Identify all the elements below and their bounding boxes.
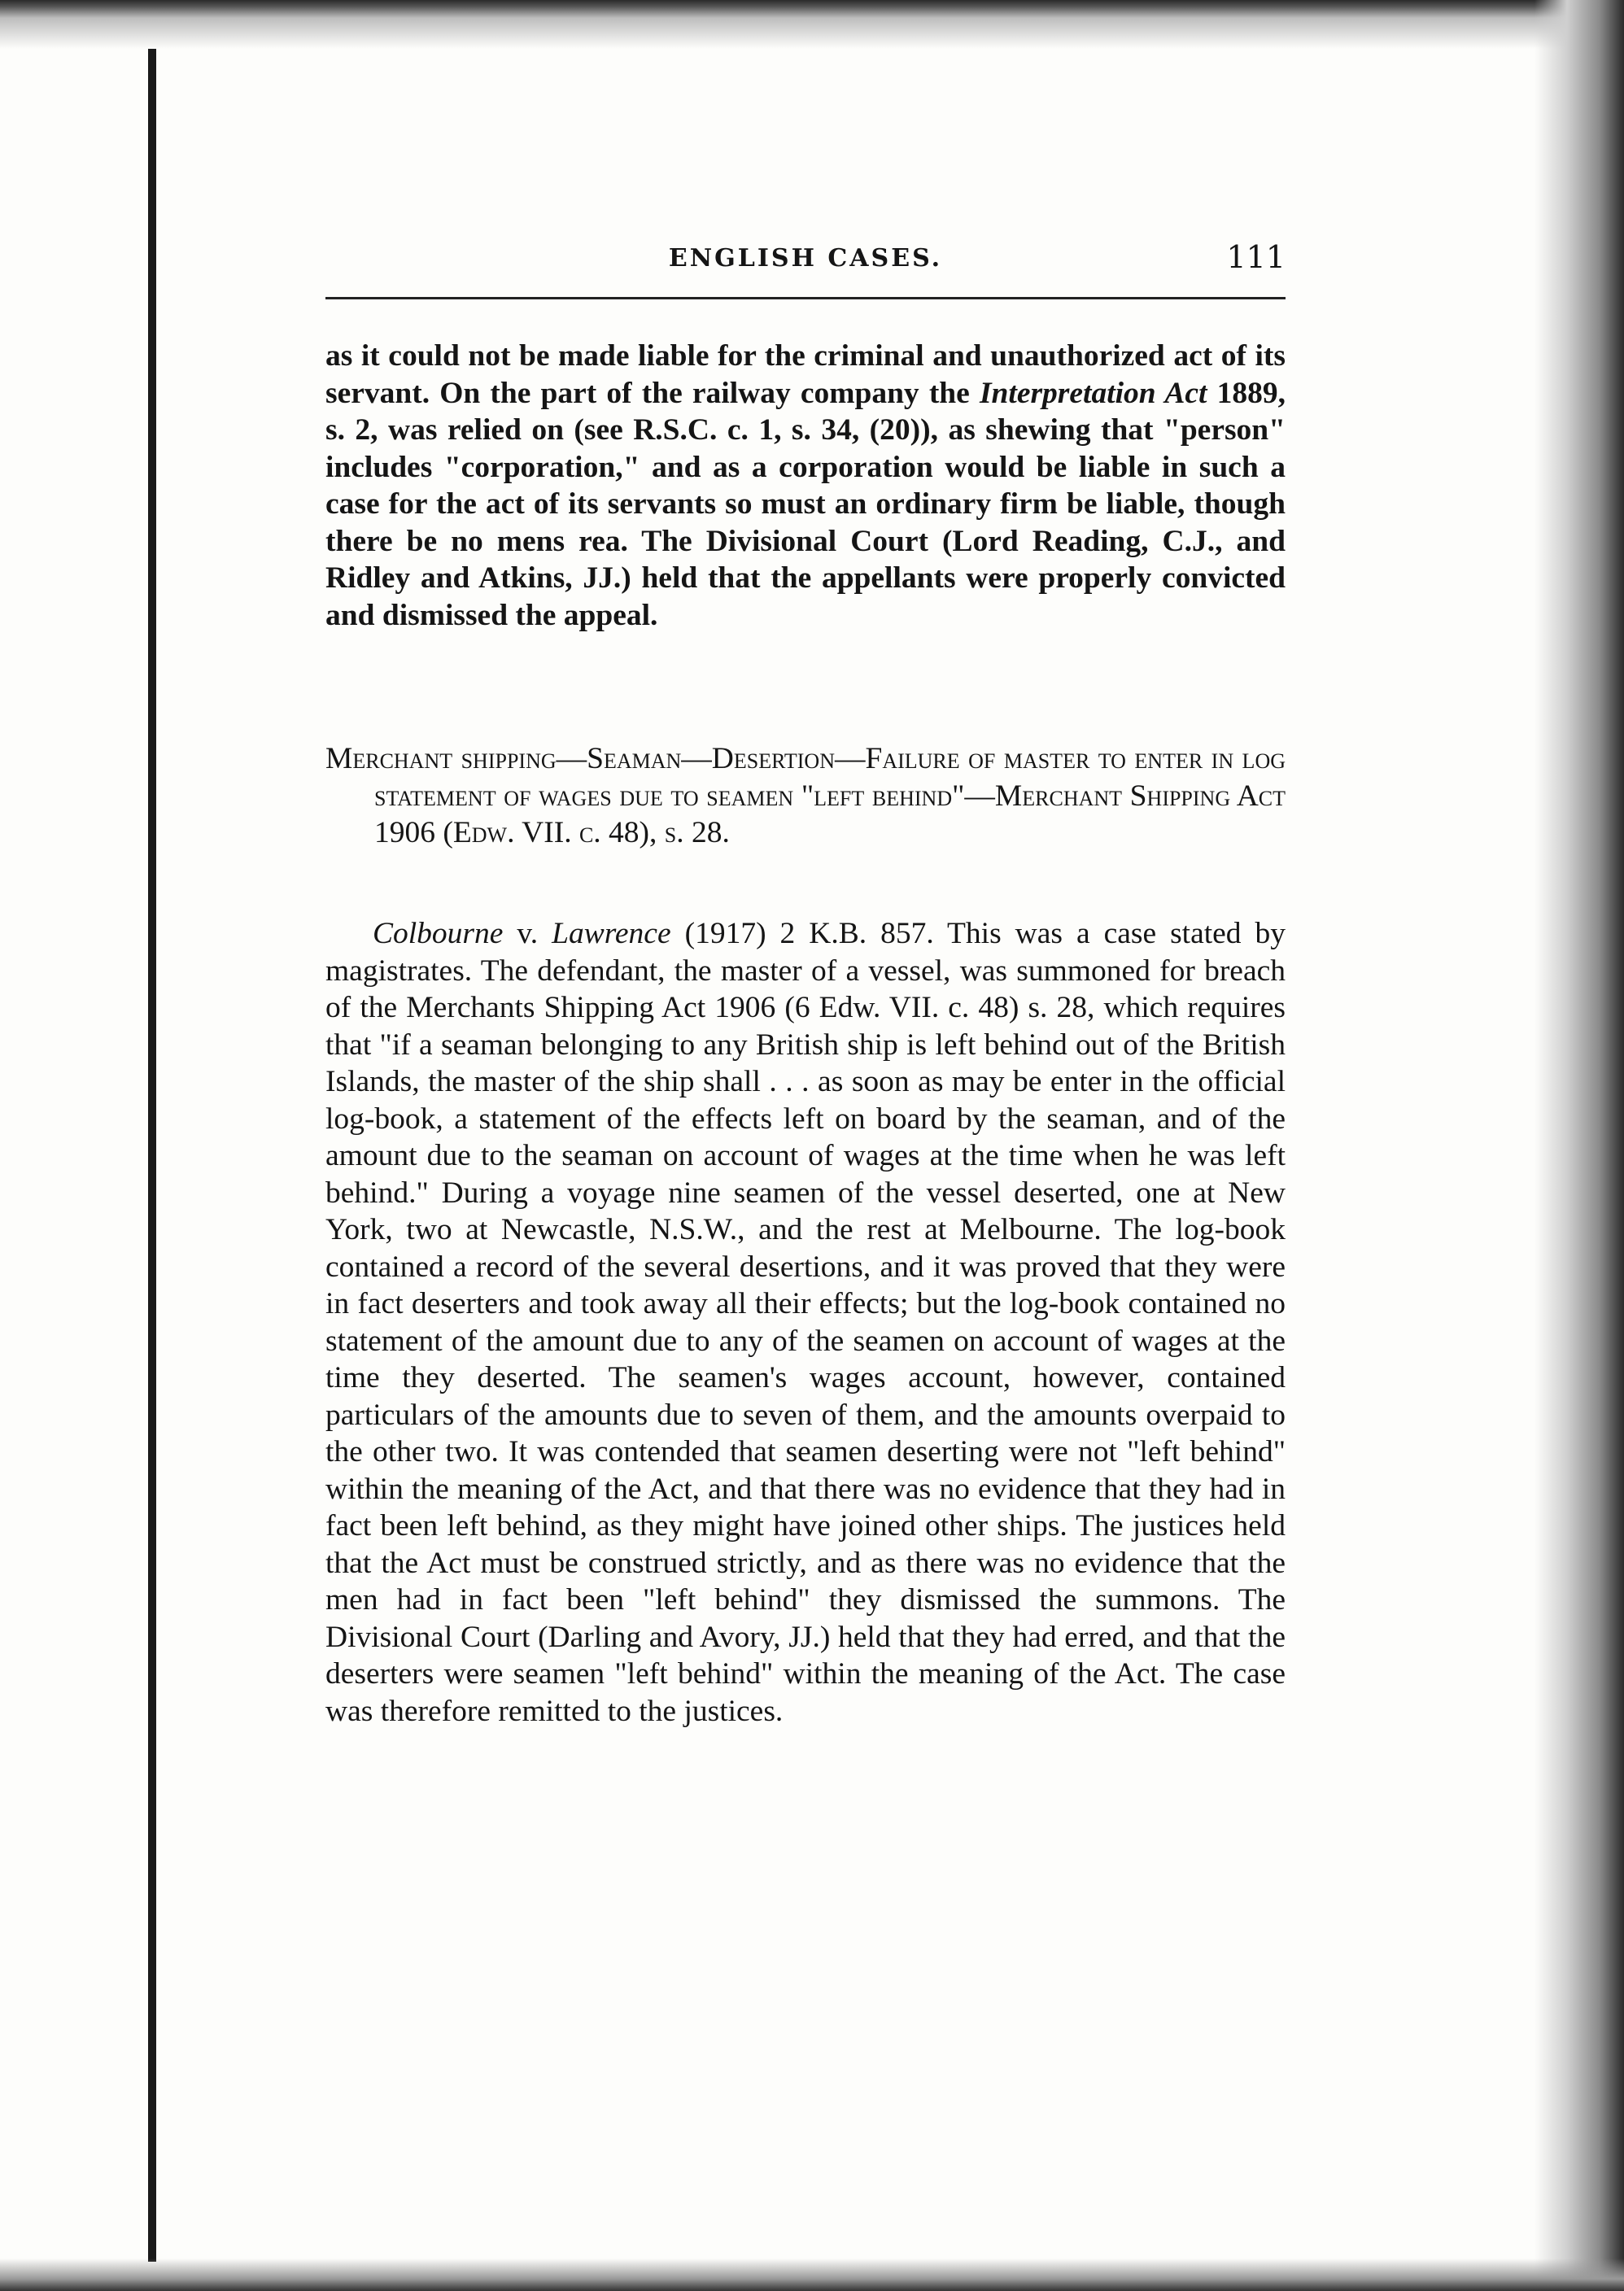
paragraph-continued	[325, 338, 1286, 634]
case-heading	[325, 740, 1286, 852]
case-paragraph	[325, 915, 1286, 1730]
scan-shadow-top	[0, 0, 1624, 49]
running-head: ENGLISH CASES.	[668, 244, 943, 273]
case-versus: v.	[517, 917, 539, 950]
header-rule	[325, 297, 1286, 299]
scan-shadow-right	[1535, 0, 1624, 2291]
case-body-text: (1917) 2 K.B. 857. This was a case stated by magistrates. The defendant, the master of a vessel, was summoned for breach of the Merchants Shipping Act 1906 (6 Edw. VII. c. 48) s. 28, which requires that "if a seaman belonging to any British ship is left behind out of the British Islands, the master of the ship shall . . . as soon as may be enter in the official log-book, a statement of the effects left on board by the seaman, and of the amount due to the seaman on account of wages at the time when he was left behind." During a voyage nine seamen of the vessel deserted, one at New York, two at Newcastle, N.S.W., and the rest at Melbourne. The log-book contained a record of the several desertions, and it was proved that they were in fact deserters and took away all their effects; but the log-book contained no statement of the amount due to any of the seamen on account of wages at the time they deserted. The seamen's wages account, however, contained particulars of the amounts due to seven of them, and the amounts overpaid to the other two. It was contended that seamen deserting were not "left behind" within the meaning of the Act, and that there was no evidence that they had in fact been left behind, as they might have joined other ships. The justices held that the Act must be construed strictly, and as there was no evidence that the men had in fact been "left behind" they dismissed the summons. The Divisional Court (Darling and Avory, JJ.) held that they had erred, and that the deserters were seamen "left behind" within the meaning of the Act. The case was therefore remitted to the justices.	[325, 917, 1286, 1728]
scan-shadow-bottom	[0, 2258, 1624, 2291]
case-party-a: Colbourne	[373, 917, 504, 950]
paragraph-1-text-b: 1889, s. 2, was relied on (see R.S.C. c. 1, s. 34, (20)), as shewing that "person" includes "corporation," and as a corporation would be liable in such a case for the act of its servants so must an ordinary firm be liable, though there be no mens rea. The Divisional Court (Lord Reading, C.J., and Ridley and Atkins, JJ.) held that the appellants were properly convicted and dismissed the appeal.	[325, 376, 1286, 632]
page-header	[325, 239, 1286, 293]
case-party-b: Lawrence	[552, 917, 671, 950]
scan-shadow-left	[148, 49, 156, 2262]
paragraph-1-text-a: as it could not be made liable for the criminal and unauthorized act of its servant. On the part of the railway company the	[325, 339, 1286, 410]
case-heading-text: Merchant shipping—Seaman—Desertion—Failure of master to enter in log statement of wages due to seamen "left behind"—Merchant Shipping Act 1906 (Edw. VII. c. 48), s. 28.	[325, 742, 1286, 849]
paragraph-1-italic-act: Interpretation Act	[979, 376, 1207, 410]
page-number: 111	[1226, 239, 1286, 275]
